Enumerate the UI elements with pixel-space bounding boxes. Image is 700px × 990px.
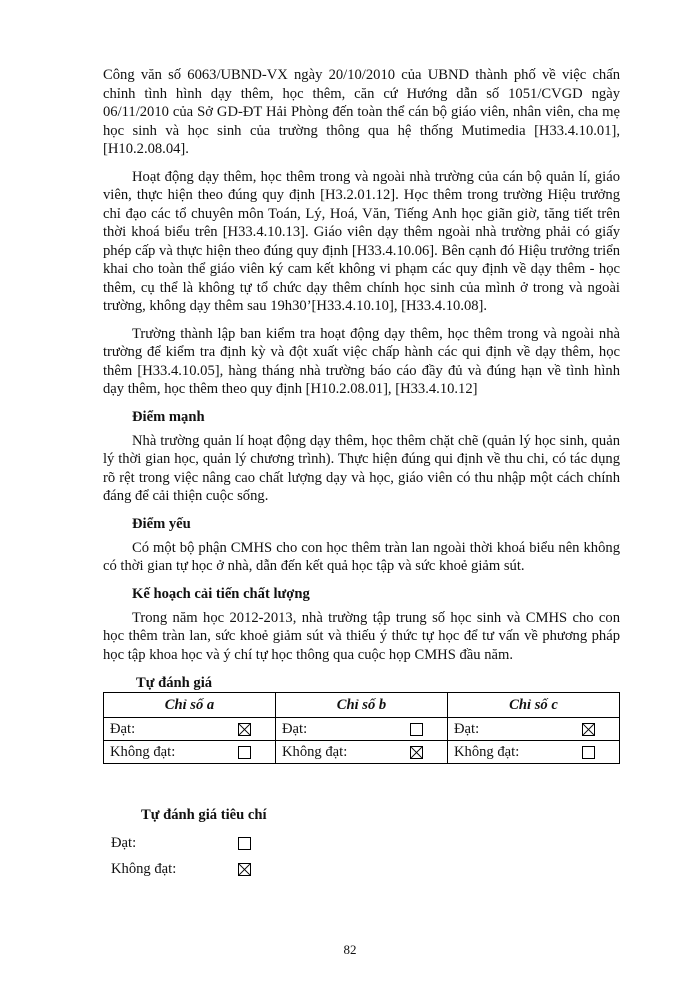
criterion-fail-label: Không đạt: xyxy=(111,860,177,877)
self-eval-title: Tự đánh giá xyxy=(136,675,213,691)
plan-text: Trong năm học 2012-2013, nhà trường tập trung số học sinh và CMHS cho con học thêm tràn lan, sức khoẻ giảm sút và thiếu ý thức tự học để tư vấn về phương pháp học tập khoa học và ý chí tự học thông qua cuộc họp CMHS đầu năm. xyxy=(103,609,620,663)
table-row-pass xyxy=(104,718,620,741)
criterion-pass-row xyxy=(111,830,620,856)
cell-a-fail xyxy=(104,741,276,764)
table-row-fail xyxy=(104,741,620,764)
criterion-title: Tự đánh giá tiêu chí xyxy=(141,807,267,823)
checkbox-c-fail[interactable] xyxy=(582,746,595,759)
fail-label: Không đạt: xyxy=(454,743,520,760)
pass-label: Đạt: xyxy=(454,720,480,737)
document-page xyxy=(103,66,620,882)
page-number: 82 xyxy=(343,942,357,957)
header-index-a: Chỉ số a xyxy=(104,693,276,718)
strengths-heading: Điểm mạnh xyxy=(132,408,205,425)
header-index-c: Chỉ số c xyxy=(448,693,620,718)
cell-b-fail xyxy=(276,741,448,764)
paragraph-intro: Công văn số 6063/UBND-VX ngày 20/10/2010 của UBND thành phố về việc chấn chỉnh tình hình dạy thêm, học thêm, căn cứ Hướng dẫn số 1051/CVGD ngày 06/11/2010 của Sở GD-ĐT Hải Phòng đến toàn thể cán bộ giáo viên, nhân viên, cha mẹ học sinh và học sinh của trường thông qua hệ thống Mutimedia [H33.4.10.01], [H10.2.08.04]. xyxy=(103,67,620,157)
fail-label: Không đạt: xyxy=(110,743,176,760)
checkbox-b-pass[interactable] xyxy=(410,723,423,736)
criterion-fail-row xyxy=(111,856,620,882)
checkbox-a-pass[interactable] xyxy=(238,723,251,736)
cell-c-fail xyxy=(448,741,620,764)
table-header-row xyxy=(104,693,620,718)
fail-label: Không đạt: xyxy=(282,743,348,760)
paragraph-extra-classes: Hoạt động dạy thêm, học thêm trong và ngoài nhà trường của cán bộ quản lí, giáo viên, thực hiện theo đúng quy định [H3.2.01.12]. Học thêm trong trường Hiệu trưởng chỉ đạo các tổ chuyên môn Toán, Lý, Hoá, Văn, Tiếng Anh học giãn giờ, tăng tiết trên thời khoá biểu trên [H33.4.10.13]. Giáo viên dạy thêm ngoài nhà trường phải có giấy phép cấp và thực hiện theo đúng quy định [H33.4.10.06]. Bên cạnh đó Hiệu trưởng triển khai cho toàn thể giáo viên ký cam kết không vi phạm các quy định về dạy thêm - học thêm, cụ thể là không tự tổ chức dạy thêm chính học sinh của mình ở trong và ngoài trường, không dạy thêm sau 19h30’[H33.4.10.10], [H33.4.10.08]. xyxy=(103,168,620,314)
criterion-pass-checkbox[interactable] xyxy=(238,837,251,850)
cell-c-pass xyxy=(448,718,620,741)
header-index-b: Chỉ số b xyxy=(276,693,448,718)
cell-b-pass xyxy=(276,718,448,741)
pass-label: Đạt: xyxy=(282,720,308,737)
weaknesses-text: Có một bộ phận CMHS cho con học thêm tràn lan ngoài thời khoá biểu nên không có thời gian tự học ở nhà, dẫn đến kết quả học tập và sức khoẻ giảm sút. xyxy=(103,539,620,574)
paragraph-inspection: Trường thành lập ban kiểm tra hoạt động dạy thêm, học thêm trong và ngoài nhà trường để kiểm tra định kỳ và đột xuất việc chấp hành các qui định về dạy thêm, học thêm [H33.4.10.05], hàng tháng nhà trường báo cáo đầy đủ và đúng hạn về tình hình dạy thêm, học thêm theo quy định [H10.2.08.01], [H33.4.10.12] xyxy=(103,325,620,397)
strengths-text: Nhà trường quản lí hoạt động dạy thêm, học thêm chặt chẽ (quản lý học sinh, quản lý thời gian học, quản lý chương trình). Thực hiện đúng qui định về thu chi, có tác dụng rõ rệt trong việc nâng cao chất lượng dạy và học, giáo viên có thu nhập một cách chính đáng để cải thiện cuộc sống. xyxy=(103,432,620,504)
pass-label: Đạt: xyxy=(110,720,136,737)
checkbox-a-fail[interactable] xyxy=(238,746,251,759)
plan-heading: Kế hoạch cải tiến chất lượng xyxy=(132,585,310,602)
self-eval-table xyxy=(103,692,620,764)
cell-a-pass xyxy=(104,718,276,741)
criterion-pass-label: Đạt: xyxy=(111,834,137,851)
criterion-section xyxy=(103,806,620,882)
checkbox-b-fail[interactable] xyxy=(410,746,423,759)
checkbox-c-pass[interactable] xyxy=(582,723,595,736)
criterion-fail-checkbox[interactable] xyxy=(238,863,251,876)
weaknesses-heading: Điểm yếu xyxy=(132,515,191,532)
